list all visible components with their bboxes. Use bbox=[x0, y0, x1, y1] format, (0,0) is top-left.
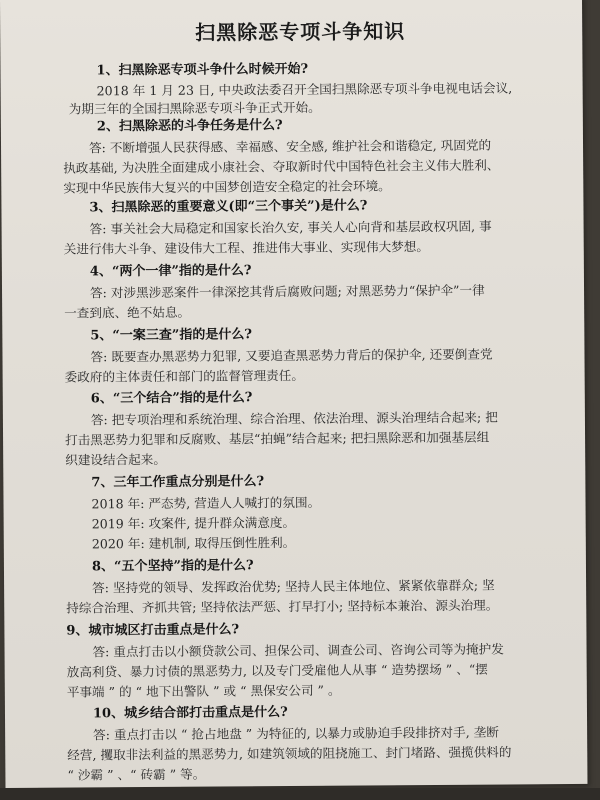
question-4: 4、“两个一律”指的是什么? bbox=[89, 263, 252, 280]
answer-line: 放高利贷、暴力讨债的黑恶势力, 以及专门受雇他人从事 “ 造势摆场 ” 、“摆 bbox=[66, 661, 488, 680]
answer-line: 答: 既要查办黑恶势力犯罪, 又要追查黑恶势力背后的保护伞, 还要倒查党 bbox=[90, 346, 493, 365]
answer-line: 一查到底、绝不姑息。 bbox=[64, 304, 191, 321]
answer-line: 答: 对涉黑涉恶案件一律深挖其背后腐败问题; 对黑恶势力“保护伞”一律 bbox=[89, 282, 485, 301]
question-7: 7、三年工作重点分别是什么? bbox=[91, 474, 265, 491]
answer-line: 实现中华民族伟大复兴的中国梦创造安全稳定的社会环境。 bbox=[63, 178, 391, 196]
answer-line: 平事端 ” 的 “ 地下出警队 ” 或 “ 黑保安公司 ” 。 bbox=[66, 682, 341, 700]
question-2: 2、扫黑除恶的斗争任务是什么? bbox=[96, 118, 283, 135]
question-1: 1、扫黑除恶专项斗争什么时候开始? bbox=[96, 61, 309, 79]
question-9: 9、城市城区打击重点是什么? bbox=[66, 622, 240, 639]
answer-line: 答: 事关社会大局稳定和国家长治久安, 事关人心向背和基层政权巩固, 事 bbox=[89, 218, 492, 237]
answer-line: 织建设结合起来。 bbox=[65, 451, 167, 468]
table-surface bbox=[0, 788, 600, 800]
answer-line: 关进行伟大斗争、建设伟大工程、推进伟大事业、实现伟大梦想。 bbox=[63, 239, 430, 257]
answer-line: 执政基础, 为决胜全面建成小康社会、夺取新时代中国特色社会主义伟大胜利、 bbox=[63, 157, 500, 176]
answer-line: 答: 坚持党的领导、发挥政治优势; 坚持人民主体地位、紧紧依靠群众; 坚 bbox=[92, 577, 495, 596]
question-6: 6、“三个结合”指的是什么? bbox=[90, 390, 253, 407]
answer-line: 经营, 攫取非法利益的黑恶势力, 如建筑领域的阻挠施工、封门堵路、强揽供料的 bbox=[67, 744, 512, 763]
answer-line: 答: 不断增强人民获得感、幸福感、安全感, 维护社会和谐稳定, 巩固党的 bbox=[88, 137, 492, 156]
question-3: 3、扫黑除恶的重要意义(即“三个事关”)是什么? bbox=[89, 198, 368, 216]
answer-line: 2019 年: 攻案件, 提升群众满意度。 bbox=[91, 514, 296, 532]
answer-line: “ 沙霸 ” 、“ 砖霸 ” 等。 bbox=[67, 766, 206, 783]
answer-line: 委政府的主体责任和部门的监督管理责任。 bbox=[64, 367, 304, 385]
question-8: 8、“五个坚持”指的是什么? bbox=[91, 558, 254, 575]
answer-line: 答: 重点打击以小额贷款公司、担保公司、调查公司、咨询公司等为掩护发 bbox=[92, 641, 504, 660]
question-5: 5、“一案三查”指的是什么? bbox=[90, 327, 253, 344]
answer-line: 2018 年: 严态势, 营造人人喊打的氛围。 bbox=[91, 494, 321, 512]
document-title: 扫黑除恶专项斗争知识 bbox=[195, 19, 406, 45]
answer-line: 持综合治理、齐抓共管; 坚持依法严惩、打早打小; 坚持标本兼治、源头治理。 bbox=[66, 597, 499, 616]
answer-line: 2018 年 1 月 23 日, 中央政法委召开全国扫黑除恶专项斗争电视电话会议, bbox=[96, 80, 513, 99]
answer-line: 为期三年的全国扫黑除恶专项斗争正式开始。 bbox=[68, 99, 321, 117]
answer-line: 打击黑恶势力犯罪和反腐败、基层“拍蝇”结合起来; 把扫黑除恶和加强基层组 bbox=[65, 429, 490, 448]
answer-line: 答: 把专项治理和系统治理、综合治理、依法治理、源头治理结合起来; 把 bbox=[90, 409, 498, 428]
question-10: 10、城乡结合部打击重点是什么? bbox=[92, 705, 288, 722]
answer-line: 答: 重点打击以 “ 抢占地盘 ” 为特征的, 以暴力或胁迫手段排挤对手, 垄断 bbox=[93, 724, 499, 743]
answer-line: 2020 年: 建机制, 取得压倒性胜利。 bbox=[91, 534, 296, 552]
